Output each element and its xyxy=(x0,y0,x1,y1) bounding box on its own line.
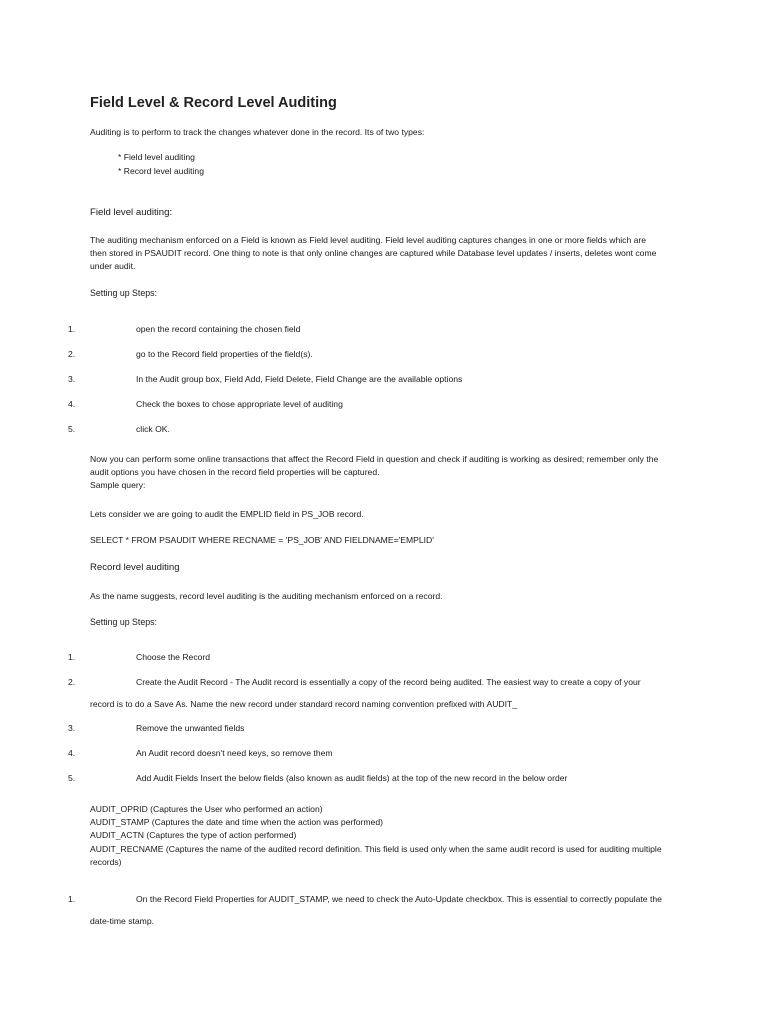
audit-field-item: AUDIT_ACTN (Captures the type of action performed) xyxy=(90,830,297,840)
after-steps-line: audit options you have chosen in the record field properties will be captured. xyxy=(90,467,380,477)
consider-text: Lets consider we are going to audit the EMPLID field in PS_JOB record. xyxy=(90,509,364,519)
step-number: 4. xyxy=(68,399,76,409)
step-continuation: record is to do a Save As. Name the new record under standard record naming convention prefixed with AUDIT_ xyxy=(90,699,518,709)
step-text: go to the Record field properties of the field(s). xyxy=(136,349,313,359)
sample-query: SELECT * FROM PSAUDIT WHERE RECNAME = 'PS_JOB' AND FIELDNAME='EMPLID' xyxy=(90,535,434,545)
step-text: Create the Audit Record - The Audit record is essentially a copy of the record being audited. The easiest way to create a copy of your xyxy=(136,677,641,687)
step-text: On the Record Field Properties for AUDIT_STAMP, we need to check the Auto-Update checkbox. This is essential to correctly populate the xyxy=(136,894,662,904)
step-number: 4. xyxy=(68,748,76,758)
field-level-para-line: under audit. xyxy=(90,261,136,271)
field-level-heading: Field level auditing: xyxy=(90,207,173,218)
step-number: 2. xyxy=(68,349,76,359)
sample-query-label: Sample query: xyxy=(90,480,146,490)
step-text: Check the boxes to chose appropriate level of auditing xyxy=(136,399,343,409)
type-item-field: * Field level auditing xyxy=(118,152,195,162)
audit-field-item: AUDIT_OPRID (Captures the User who performed an action) xyxy=(90,804,323,814)
step-text: An Audit record doesn't need keys, so remove them xyxy=(136,748,333,758)
record-level-para: As the name suggests, record level auditing is the auditing mechanism enforced on a record. xyxy=(90,591,443,601)
audit-field-item: AUDIT_RECNAME (Captures the name of the audited record definition. This field is used only when the same audit record is used for auditing multiple xyxy=(90,844,662,854)
step-number: 1. xyxy=(68,652,76,662)
type-item-record: * Record level auditing xyxy=(118,166,204,176)
step-number: 5. xyxy=(68,773,76,783)
step-continuation: date-time stamp. xyxy=(90,916,154,926)
field-level-para-line: The auditing mechanism enforced on a Field is known as Field level auditing. Field level auditing captures changes in one or more fields which are xyxy=(90,235,647,245)
step-number: 3. xyxy=(68,723,76,733)
step-text: In the Audit group box, Field Add, Field Delete, Field Change are the available options xyxy=(136,374,463,384)
step-number: 2. xyxy=(68,677,76,687)
step-number: 3. xyxy=(68,374,76,384)
step-number: 1. xyxy=(68,324,76,334)
record-setup-steps-heading: Setting up Steps: xyxy=(90,617,157,627)
audit-field-item: records) xyxy=(90,857,122,867)
step-text: Choose the Record xyxy=(136,652,211,662)
step-number: 1. xyxy=(68,894,76,904)
step-number: 5. xyxy=(68,424,76,434)
audit-field-item: AUDIT_STAMP (Captures the date and time when the action was performed) xyxy=(90,817,383,827)
step-text: Remove the unwanted fields xyxy=(136,723,245,733)
field-level-para-line: then stored in PSAUDIT record. One thing to note is that only online changes are captured while Database level updates / inserts, deletes wont come xyxy=(90,248,657,258)
step-text: open the record containing the chosen field xyxy=(136,324,301,334)
page-title: Field Level & Record Level Auditing xyxy=(90,95,337,111)
after-steps-line: Now you can perform some online transactions that affect the Record Field in question and check if auditing is working as desired; remember only the xyxy=(90,454,659,464)
record-level-heading: Record level auditing xyxy=(90,562,180,573)
setup-steps-heading: Setting up Steps: xyxy=(90,288,157,298)
step-text: Add Audit Fields Insert the below fields (also known as audit fields) at the top of the new record in the below order xyxy=(136,773,568,783)
intro-text: Auditing is to perform to track the changes whatever done in the record. Its of two types: xyxy=(90,127,425,137)
step-text: click OK. xyxy=(136,424,170,434)
